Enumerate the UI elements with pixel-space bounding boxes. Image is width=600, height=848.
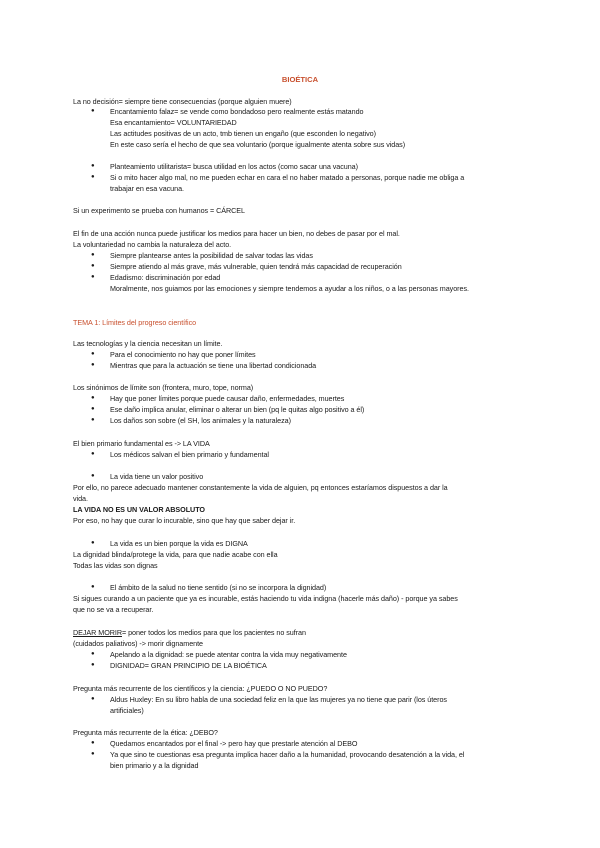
bullet-icon: ● [91,740,95,746]
bullet-text: Los médicos salvan el bien primario y fundamental [110,450,269,459]
bullet-icon: ● [91,584,95,590]
bullet-text: Los daños son sobre (el SH, los animales y la naturaleza) [110,416,291,425]
bullet-text: Ese daño implica anular, eliminar o alterar un bien (pq le quitas algo positivo a él) [110,405,365,414]
text-line: Por eso, no hay que curar lo incurable, sino que hay que saber dejar ir. [73,516,296,525]
bullet-text: Edadismo: discriminación por edad [110,273,221,282]
bullet-icon: ● [91,540,95,546]
text-line: artificiales) [110,706,144,715]
text-line: (cuidados paliativos) -> morir dignamente [73,639,203,648]
bullet-icon: ● [91,451,95,457]
text-line: Si sigues curando a un paciente que ya es incurable, estás haciendo tu vida indigna (hacerle más daño) - porque ya sabes [73,594,458,603]
text-line: En este caso sería el hecho de que sea voluntario (porque igualmente atenta sobre sus vidas) [110,140,406,149]
bullet-icon: ● [91,417,95,423]
bullet-text: La vida tiene un valor positivo [110,472,204,481]
bullet-icon: ● [91,174,95,180]
section-heading: TEMA 1: Límites del progreso científico [73,318,197,327]
bullet-text: Para el conocimiento no hay que poner límites [110,350,256,359]
text-line: bien primario y a la dignidad [110,761,199,770]
text-line: Pregunta más recurrente de la ética: ¿DEBO? [73,728,218,737]
bullet-icon: ● [91,662,95,668]
bullet-icon: ● [91,252,95,258]
bullet-text: Ya que sino te cuestionas esa pregunta implica hacer daño a la humanidad, provocando desatención a la vida, el [110,750,465,759]
bullet-icon: ● [91,651,95,657]
bullet-text: Si o mito hacer algo mal, no me pueden echar en cara el no haber matado a personas, porque nadie me obliga a [110,173,465,182]
bullet-icon: ● [91,108,95,114]
bullet-icon: ● [91,351,95,357]
text-line: Esa encantamiento= VOLUNTARIEDAD [110,118,237,127]
bullet-text: Planteamiento utilitarista= busca utilidad en los actos (como sacar una vacuna) [110,162,358,171]
text-line: El bien primario fundamental es -> LA VIDA [73,439,210,448]
bullet-text: Quedamos encantados por el final -> pero hay que prestarle atención al DEBO [110,739,358,748]
text-line: Las actitudes positivas de un acto, tmb tienen un engaño (que esconden lo negativo) [110,129,376,138]
text-line: Las tecnologías y la ciencia necesitan un límite. [73,339,223,348]
dejar-morir-definition: = poner todos los medios para que los pacientes no sufran [121,628,306,637]
bullet-icon: ● [91,473,95,479]
bullet-icon: ● [91,395,95,401]
text-line: Por ello, no parece adecuado mantener constantemente la vida de alguien, pq entonces estaríamos dispuestos a dar la [73,483,448,492]
document-title: BIOÉTICA [281,75,319,84]
text-line: Pregunta más recurrente de los científicos y la ciencia: ¿PUEDO O NO PUEDO? [73,684,328,693]
bullet-text: Mientras que para la actuación se tiene una libertad condicionada [110,361,317,370]
bullet-icon: ● [91,751,95,757]
bullet-text: Encantamiento falaz= se vende como bondadoso pero realmente estás matando [110,107,364,116]
text-line: Si un experimento se prueba con humanos = CÁRCEL [73,206,245,215]
text-line: La voluntariedad no cambia la naturaleza del acto. [73,240,232,249]
bullet-icon: ● [91,696,95,702]
text-line [73,628,306,637]
bullet-text: DIGNIDAD= GRAN PRINCIPIO DE LA BIOÉTICA [110,661,267,670]
bullet-text: Siempre atiendo al más grave, más vulnerable, quien tendrá más capacidad de recuperación [110,262,402,271]
emphasis-line: LA VIDA NO ES UN VALOR ABSOLUTO [73,505,205,514]
bullet-text: El ámbito de la salud no tiene sentido (si no se incorpora la dignidad) [110,583,327,592]
text-line: Moralmente, nos guiamos por las emociones y siempre tendemos a ayudar a los niños, o a las personas mayores. [110,284,469,293]
text-line: Todas las vidas son dignas [73,561,158,570]
text-line: Los sinónimos de límite son (frontera, muro, tope, norma) [73,383,254,392]
dejar-morir-term: DEJAR MORIR [73,628,122,637]
bullet-icon: ● [91,406,95,412]
bullet-text: Hay que poner límites porque puede causar daño, enfermedades, muertes [110,394,345,403]
text-line: La no decisión= siempre tiene consecuencias (porque alguien muere) [73,97,292,106]
text-line: vida. [73,494,88,503]
bullet-text: Apelando a la dignidad: se puede atentar contra la vida muy negativamente [110,650,347,659]
bullet-icon: ● [91,362,95,368]
bullet-icon: ● [91,263,95,269]
bullet-text: Aldus Huxley: En su libro habla de una sociedad feliz en la que las mujeres ya no tiene que parir (los úteros [110,695,447,704]
text-line: La dignidad blinda/protege la vida, para que nadie acabe con ella [73,550,278,559]
bullet-text: La vida es un bien porque la vida es DIGNA [110,539,248,548]
bullet-text: Siempre plantearse antes la posibilidad de salvar todas las vidas [110,251,313,260]
bullet-icon: ● [91,163,95,169]
text-line: que no se va a recuperar. [73,605,154,614]
text-line: trabajar en esa vacuna. [110,184,184,193]
bullet-icon: ● [91,274,95,280]
text-line: El fin de una acción nunca puede justificar los medios para hacer un bien, no debes de pasar por el mal. [73,229,400,238]
